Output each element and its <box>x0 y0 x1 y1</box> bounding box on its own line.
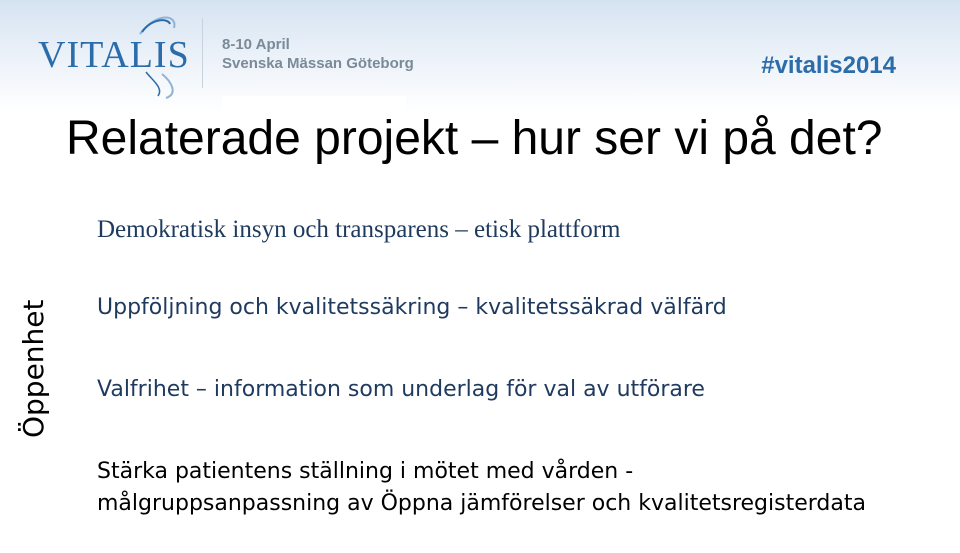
logo-text: VITALIS <box>38 34 190 76</box>
bullet-transparency: Demokratisk insyn och transparens – etisk plattform <box>97 216 621 243</box>
hashtag: #vitalis2014 <box>761 52 896 79</box>
bullet-freedom-of-choice: Valfrihet – information som underlag för val av utförare <box>97 377 705 402</box>
event-date: 8-10 April <box>222 36 290 53</box>
side-label: Öppenhet <box>17 299 50 438</box>
bullet-quality-assurance: Uppföljning och kvalitetssäkring – kvalitetssäkrad välfärd <box>97 295 727 320</box>
vitalis-logo <box>28 10 203 100</box>
slide-title: Relaterade projekt – hur ser vi på det? <box>66 112 883 165</box>
header-divider <box>202 18 203 88</box>
bullet-patient-position: Stärka patientens ställning i mötet med vården - målgruppsanpassning av Öppna jämförelser och kvalitetsregisterdata <box>97 459 866 516</box>
event-venue: Svenska Mässan Göteborg <box>222 55 414 72</box>
